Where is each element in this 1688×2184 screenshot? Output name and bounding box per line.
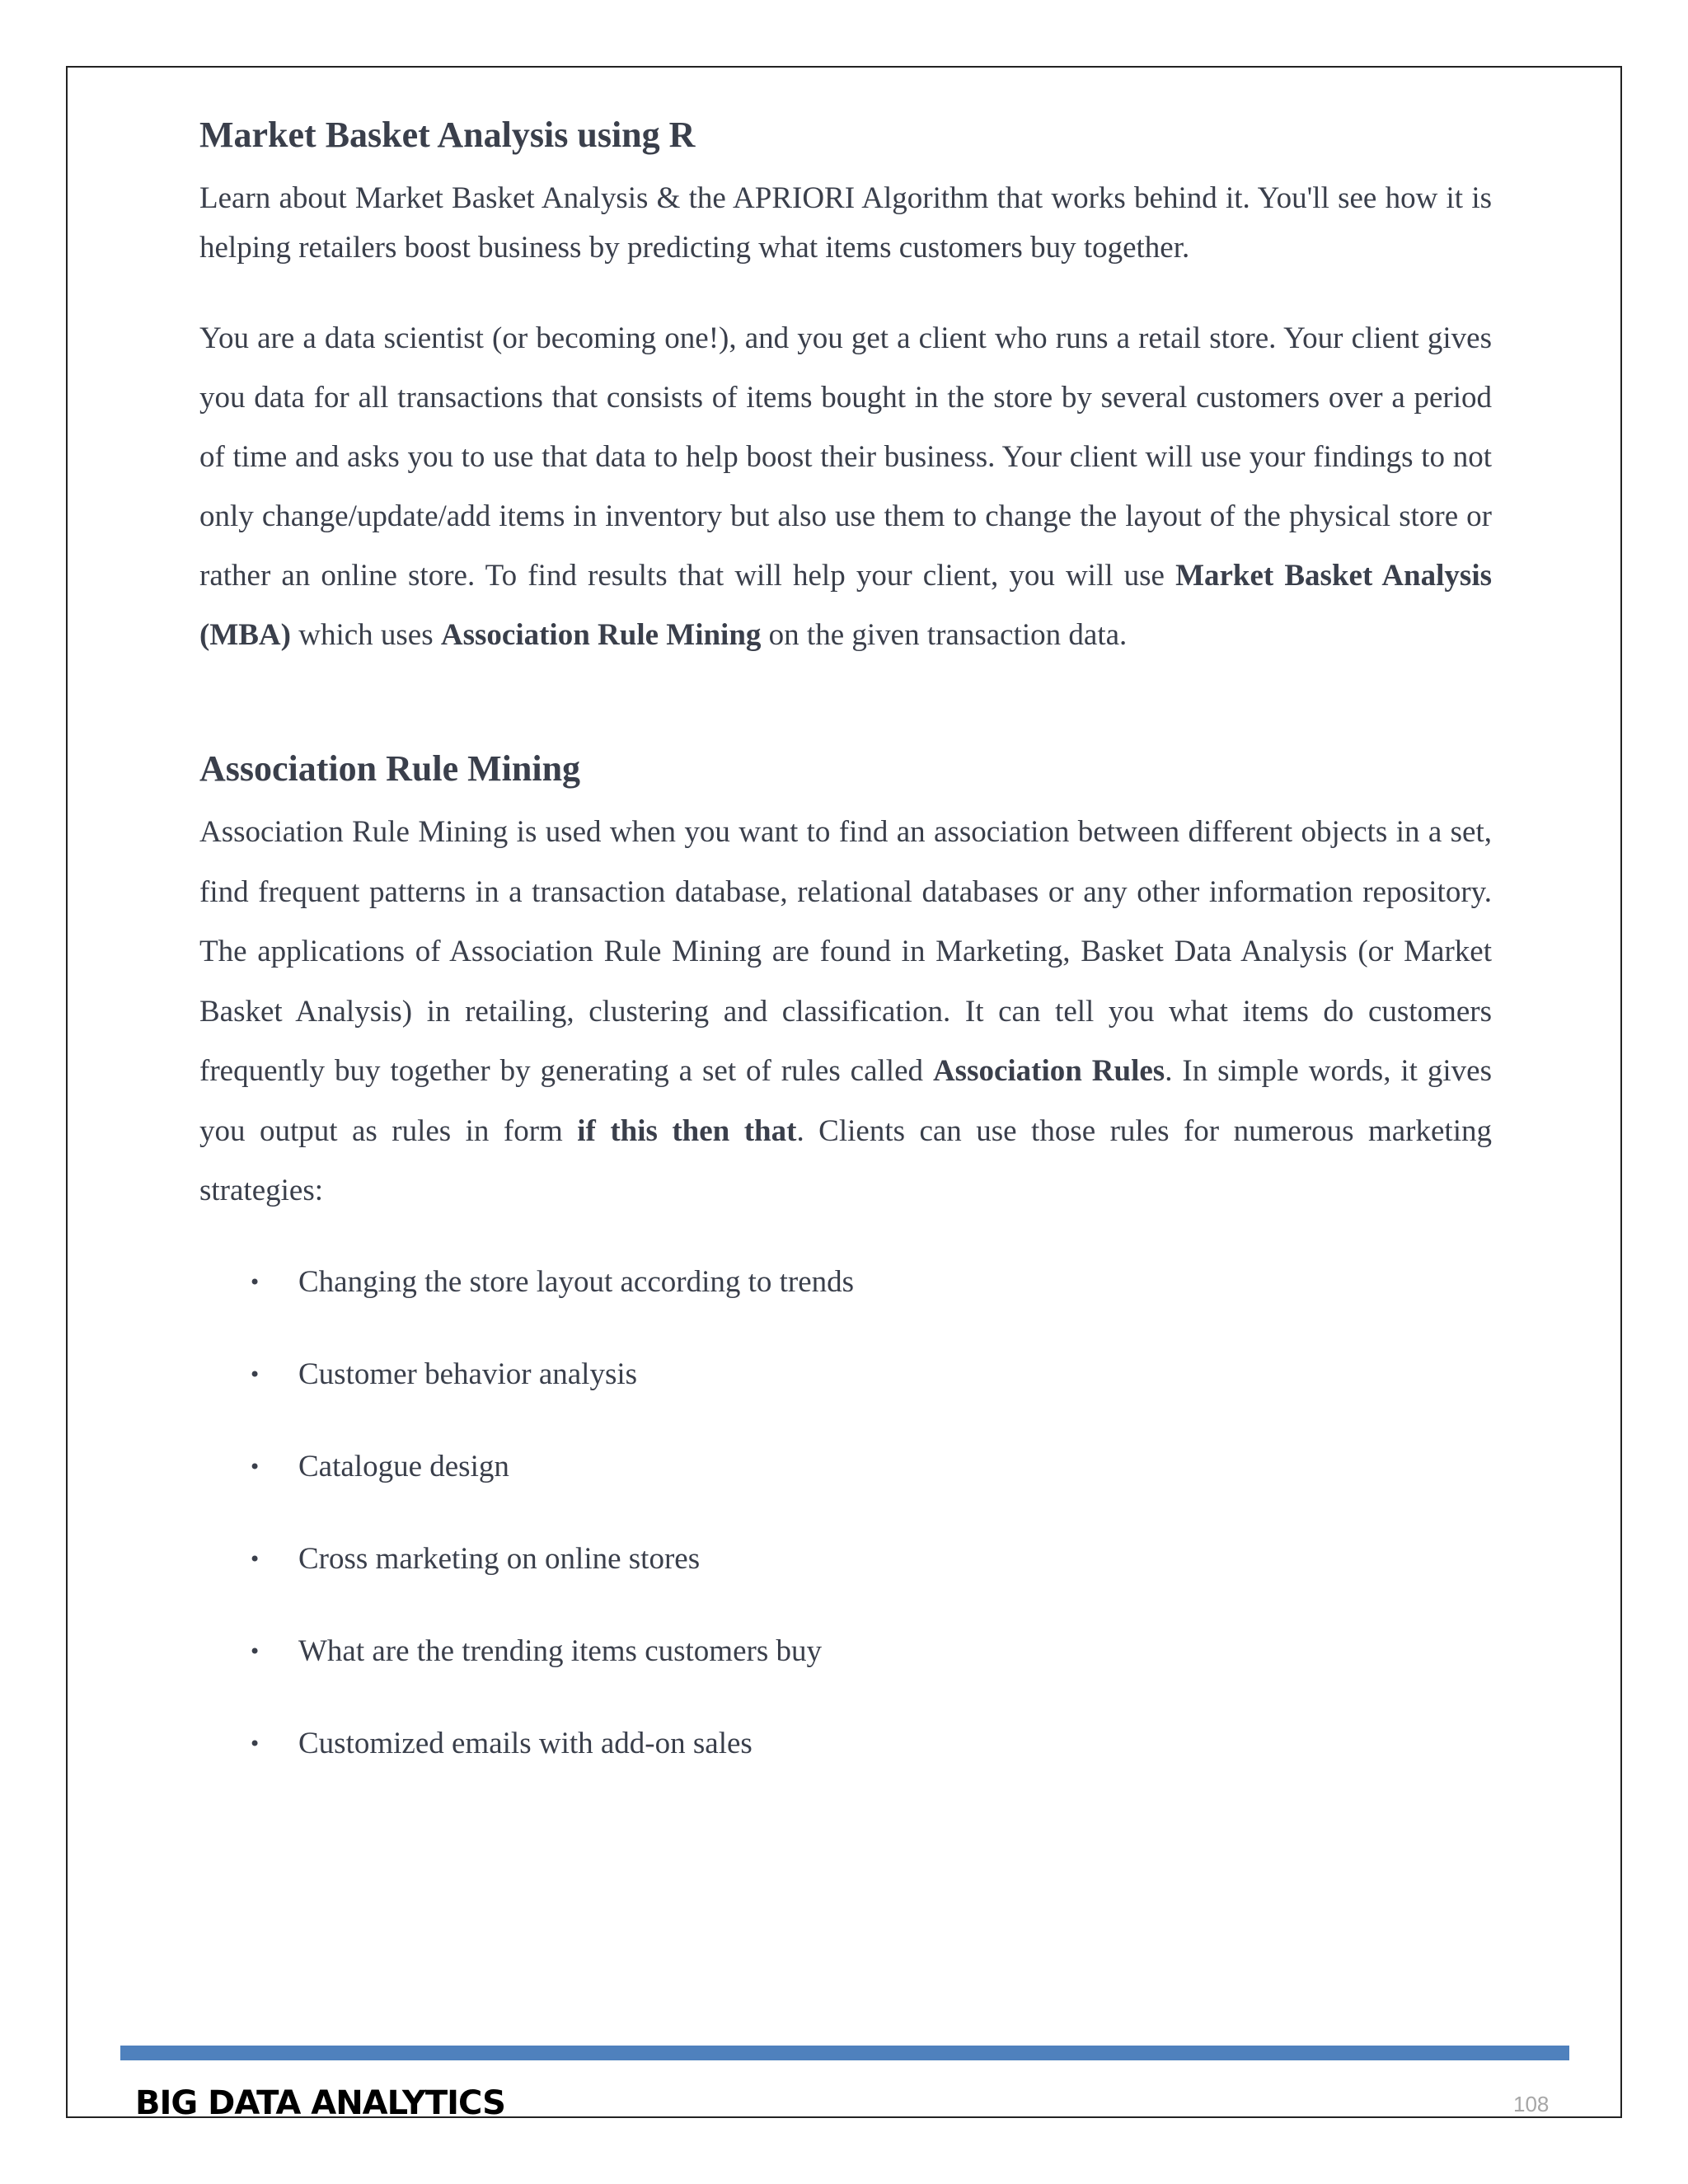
list-item	[199, 1447, 1492, 1487]
list-item	[199, 1355, 1492, 1394]
list-item	[199, 1632, 1492, 1671]
footer-title: BIG DATA ANALYTICS	[135, 2084, 505, 2122]
list-item-text: What are the trending items customers buy	[298, 1633, 822, 1668]
arm-text-b: . In simple words, it gives you output as rules in form	[199, 1054, 1492, 1148]
strategy-list	[199, 1263, 1492, 1764]
bullet-icon: •	[249, 1639, 261, 1663]
intro-paragraph: Learn about Market Basket Analysis & the APRIORI Algorithm that works behind it. You'll see how it is helping retailers boost business by predicting what items customers buy together.	[199, 181, 1492, 265]
page-number: 108	[1513, 2092, 1550, 2116]
association-rules-term: Association Rules	[932, 1054, 1165, 1088]
section-heading: Association Rule Mining	[199, 748, 581, 789]
if-this-then-that-term: if this then that	[577, 1113, 797, 1148]
page-title: Market Basket Analysis using R	[199, 115, 696, 155]
mba-term: Market Basket Analysis (MBA)	[199, 559, 1492, 652]
context-text-a: You are a data scientist (or becoming one!), and you get a client who runs a retail store. Your client gives you data for all transactions that consists of items bought in the store by several customers over a period of time and asks you to use that data to help boost their business. Your client will use your findings to not only change/update/add items in inventory but also use them to change the layout of the physical store or rather an online store. To find results that will help your client, you will use	[199, 321, 1492, 593]
list-item	[199, 1540, 1492, 1579]
list-item-text: Customer behavior analysis	[298, 1357, 638, 1391]
bullet-icon: •	[249, 1732, 261, 1755]
arm-text-a: Association Rule Mining is used when you want to find an association between different objects in a set, find frequent patterns in a transaction database, relational databases or any other information repository. The applications of Association Rule Mining are found in Marketing, Basket Data Analysis (or Market Basket Analysis) in retailing, clustering and classification. It can tell you what items do customers frequently buy together by generating a set of rules called	[199, 815, 1492, 1088]
bullet-icon: •	[249, 1455, 261, 1479]
footer-rule	[120, 2046, 1569, 2060]
arm-term: Association Rule Mining	[440, 618, 762, 652]
list-item-text: Catalogue design	[298, 1449, 509, 1483]
arm-paragraph	[199, 803, 1492, 1221]
list-item	[199, 1263, 1492, 1302]
bullet-icon: •	[249, 1270, 261, 1294]
bullet-icon: •	[249, 1362, 261, 1386]
page-content	[199, 114, 1492, 1816]
list-item-text: Changing the store layout according to trends	[298, 1264, 855, 1299]
list-item-text: Cross marketing on online stores	[298, 1541, 701, 1576]
context-paragraph	[199, 309, 1492, 665]
context-text-b: which uses	[290, 618, 441, 652]
list-item-text: Customized emails with add-on sales	[298, 1726, 753, 1760]
context-text-c: on the given transaction data.	[761, 618, 1128, 652]
arm-text-c: . Clients can use those rules for numerous marketing strategies:	[199, 1113, 1492, 1207]
bullet-icon: •	[249, 1547, 261, 1571]
list-item	[199, 1724, 1492, 1764]
